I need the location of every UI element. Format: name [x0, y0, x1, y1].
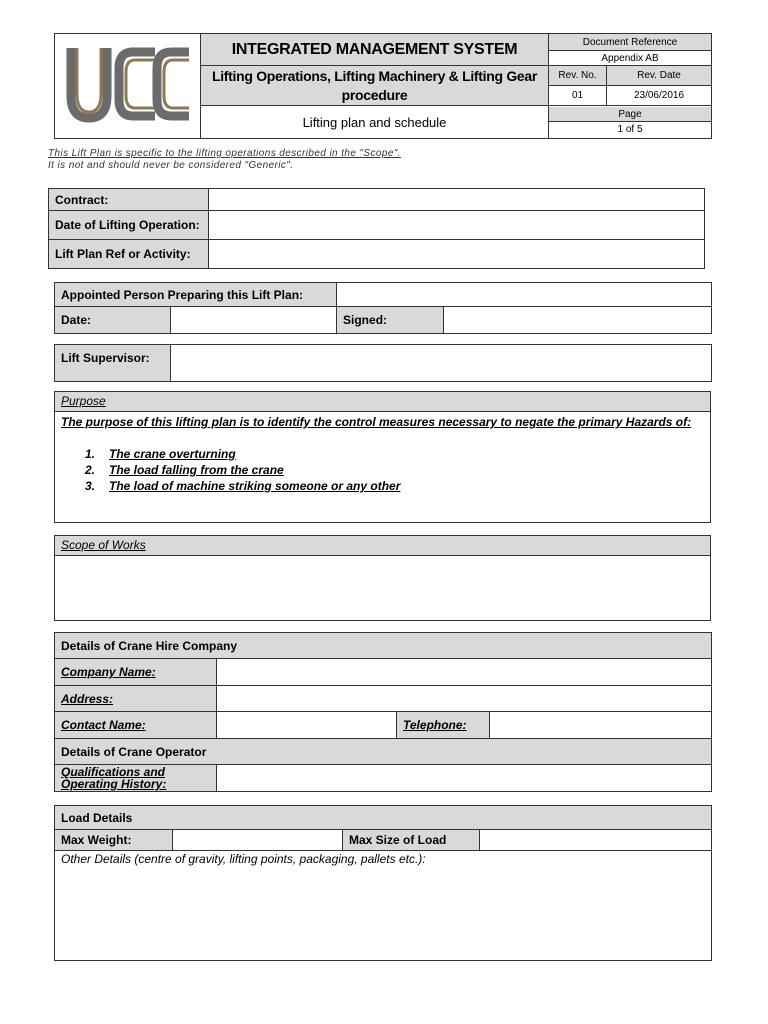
- purpose-text: The purpose of this lifting plan is to identify the control measures necessary to negate the primary Hazards of:: [61, 415, 692, 429]
- max-weight-label: Max Weight:: [55, 830, 173, 851]
- load-details-table: [54, 805, 712, 961]
- rev-no-label: Rev. No.: [549, 66, 607, 86]
- lifting-date-field[interactable]: [209, 211, 705, 240]
- other-details-field[interactable]: [55, 851, 712, 961]
- signed-field[interactable]: [444, 307, 712, 334]
- hazard-list: [85, 446, 710, 494]
- purpose-heading: Purpose: [55, 392, 710, 412]
- qualifications-label: Qualifications and Operating History:: [55, 765, 217, 792]
- procedure-title: Lifting Operations, Lifting Machinery & Lifting Gear procedure: [201, 66, 549, 106]
- signed-label: Signed:: [337, 307, 444, 334]
- hazard-number: 1.: [85, 447, 96, 461]
- lift-plan-ref-field[interactable]: [209, 240, 705, 269]
- plan-title: Lifting plan and schedule: [201, 106, 549, 139]
- qualifications-field[interactable]: [217, 765, 712, 792]
- lifting-date-label: Date of Lifting Operation:: [49, 211, 209, 240]
- contact-name-field[interactable]: [217, 712, 397, 739]
- lift-supervisor-table: [54, 344, 712, 382]
- load-details-heading: Load Details: [55, 806, 712, 830]
- rev-date-label: Rev. Date: [607, 66, 712, 86]
- specificity-note: [48, 148, 688, 172]
- document-header: [54, 33, 712, 139]
- lift-plan-ref-label: Lift Plan Ref or Activity:: [49, 240, 209, 269]
- purpose-box: [54, 391, 711, 523]
- company-name-field[interactable]: [217, 659, 712, 686]
- page-value: 1 of 5: [617, 123, 643, 135]
- logo-cell: [55, 34, 201, 139]
- hazard-text: The crane overturning: [109, 447, 236, 461]
- hazard-text: The load falling from the crane: [109, 463, 284, 477]
- max-weight-field[interactable]: [173, 830, 343, 851]
- contact-name-label: Contact Name:: [55, 712, 217, 739]
- appointed-date-label: Date:: [55, 307, 171, 334]
- other-details-label: Other Details (centre of gravity, lifting points, packaging, pallets etc.):: [61, 852, 426, 866]
- appointed-person-table: [54, 282, 712, 334]
- contract-table: [48, 188, 705, 269]
- crane-hire-table: [54, 632, 712, 792]
- crane-operator-heading: Details of Crane Operator: [55, 739, 712, 765]
- page-cell: [549, 106, 712, 139]
- system-title: INTEGRATED MANAGEMENT SYSTEM: [201, 34, 549, 66]
- hazard-item: [85, 478, 710, 494]
- page-label: Page: [549, 107, 711, 122]
- contract-label: Contract:: [49, 189, 209, 211]
- scope-heading: Scope of Works: [55, 536, 710, 556]
- scope-field[interactable]: [55, 556, 710, 620]
- company-name-label: Company Name:: [55, 659, 217, 686]
- address-label: Address:: [55, 686, 217, 712]
- hazard-number: 3.: [85, 479, 96, 493]
- scope-box: [54, 535, 711, 621]
- telephone-label: Telephone:: [397, 712, 490, 739]
- rev-no-value: 01: [549, 86, 607, 106]
- telephone-field[interactable]: [490, 712, 712, 739]
- lift-supervisor-label: Lift Supervisor:: [55, 345, 171, 382]
- note-line-1: This Lift Plan is specific to the lifting operations described in the "Scope".: [48, 148, 401, 159]
- hazard-item: [85, 446, 710, 462]
- max-size-field[interactable]: [480, 830, 712, 851]
- rev-date-value: 23/06/2016: [607, 86, 712, 106]
- appointed-person-field[interactable]: [337, 283, 712, 307]
- appointed-date-field[interactable]: [171, 307, 337, 334]
- hazard-text: The load of machine striking someone or any other: [109, 479, 401, 493]
- appointed-person-label: Appointed Person Preparing this Lift Plan:: [55, 283, 337, 307]
- note-line-2: It is not and should never be considered "Generic".: [48, 160, 294, 171]
- address-field[interactable]: [217, 686, 712, 712]
- hazard-number: 2.: [85, 463, 96, 477]
- ucc-logo: [63, 38, 193, 130]
- hazard-item: [85, 462, 710, 478]
- contract-field[interactable]: [209, 189, 705, 211]
- crane-hire-heading: Details of Crane Hire Company: [55, 633, 712, 659]
- lift-supervisor-field[interactable]: [171, 345, 712, 382]
- doc-ref-label: Document Reference: [549, 34, 712, 51]
- doc-ref-value: Appendix AB: [549, 51, 712, 66]
- max-size-label: Max Size of Load: [343, 830, 480, 851]
